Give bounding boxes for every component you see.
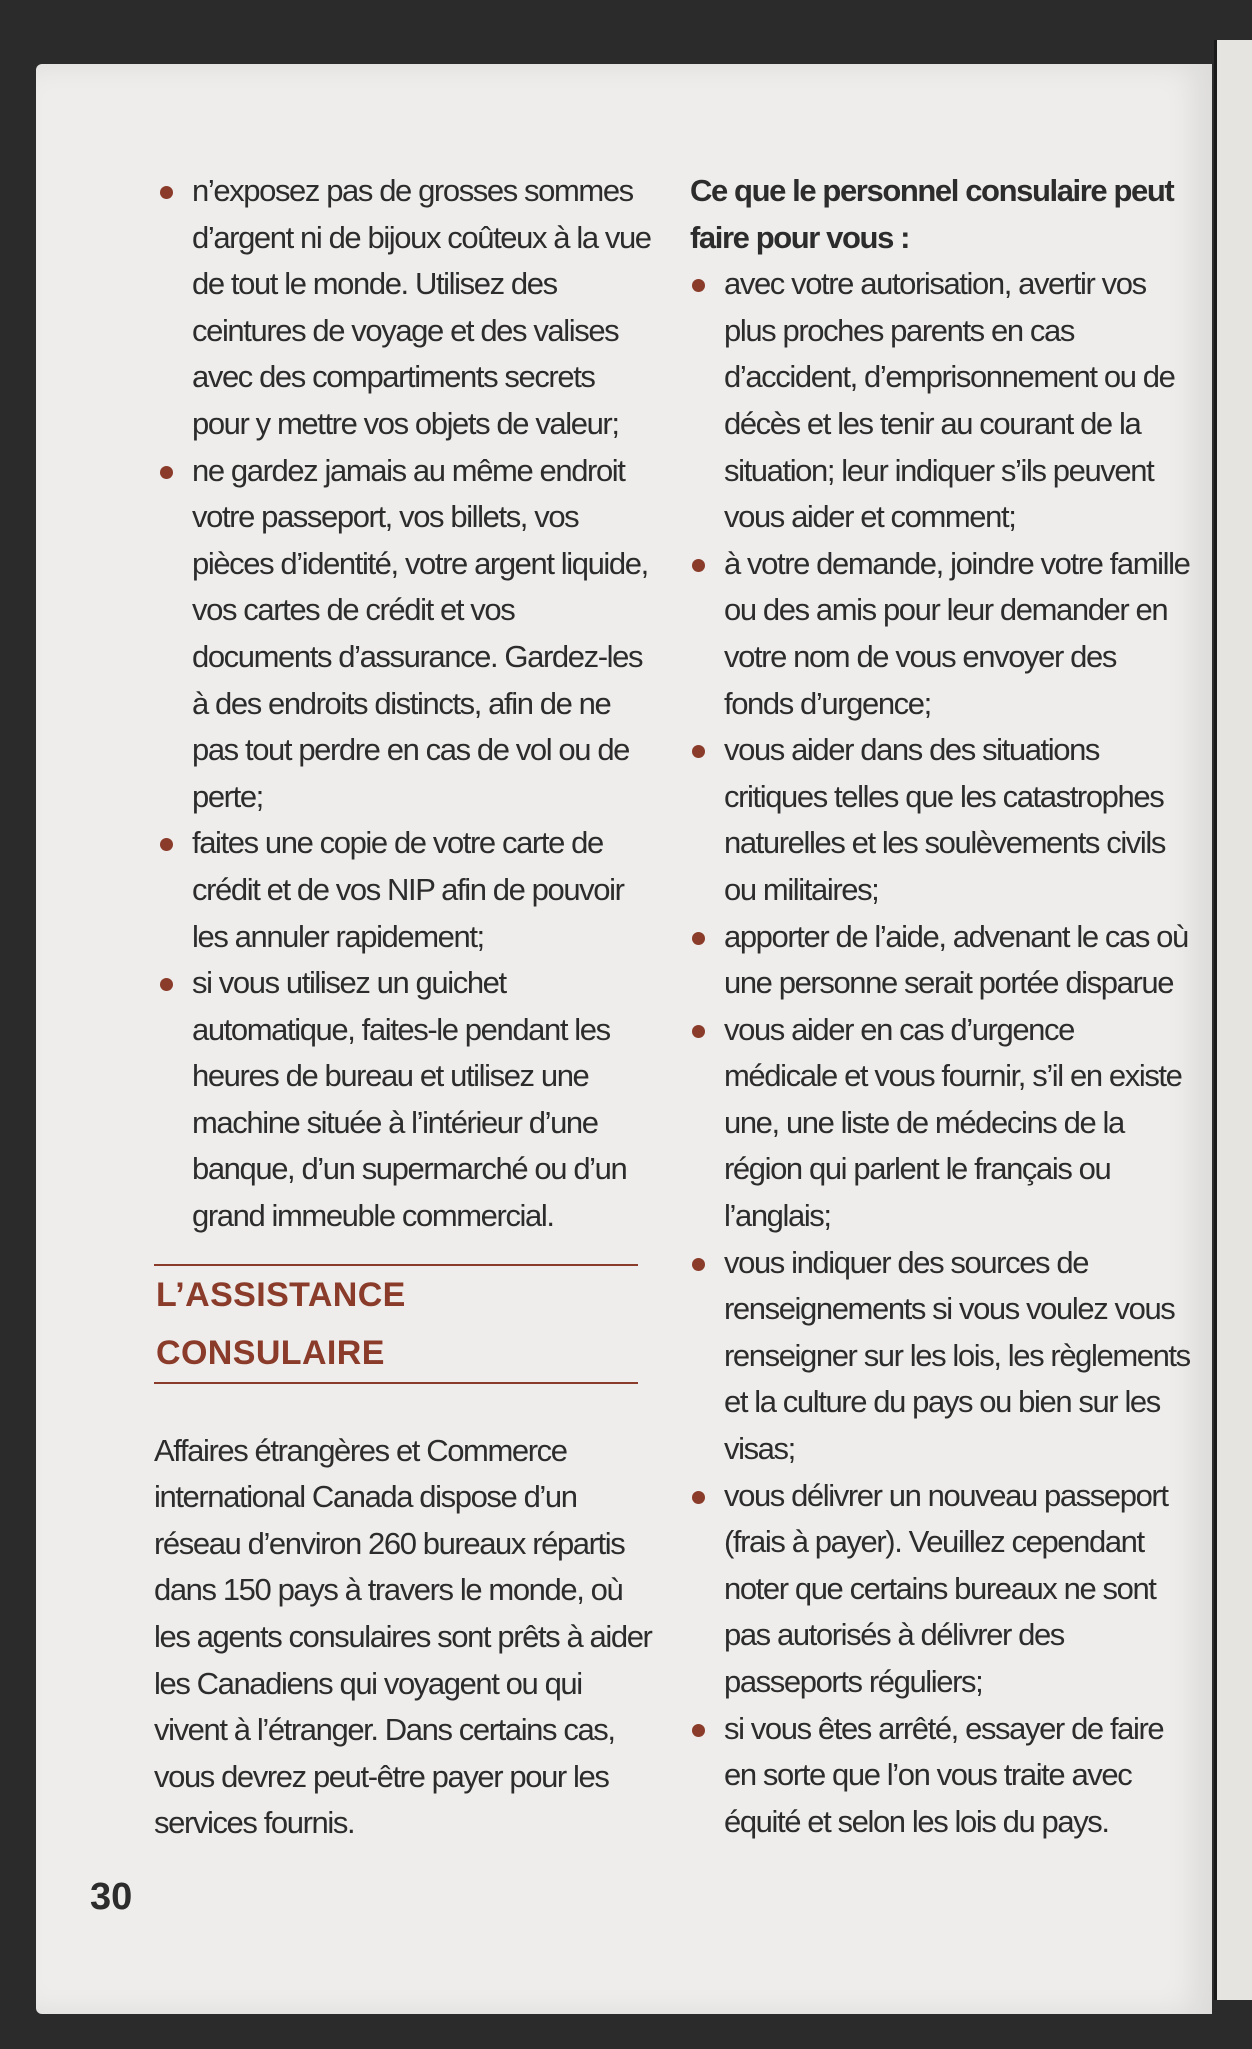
- list-item: vous indiquer des sources de renseignements si vous voulez vous renseigner sur les lois, les règlements et la culture du pays ou bien sur les visas;: [690, 1240, 1190, 1473]
- list-item: ne gardez jamais au même endroit votre passeport, vos billets, vos pièces d’identité, votre argent liquide, vos cartes de crédit et vos documents d’assurance. Gardez-les à des endroits distincts, afin de ne pas tout perdre en cas de vol ou de perte;: [158, 448, 658, 821]
- list-item: vous délivrer un nouveau passeport (frais à payer). Veuillez cependant noter que certains bureaux ne sont pas autorisés à délivrer des passeports réguliers;: [690, 1473, 1190, 1706]
- section-heading: L’ASSISTANCE CONSULAIRE: [154, 1264, 638, 1384]
- list-item: si vous utilisez un guichet automatique, faites-le pendant les heures de bureau et utilisez une machine située à l’intérieur d’une banque, d’un supermarché ou d’un grand immeuble commercial.: [158, 960, 658, 1240]
- list-item: n’exposez pas de grosses sommes d’argent ni de bijoux coûteux à la vue de tout le monde. Utilisez des ceintures de voyage et des valises avec des compartiments secrets pour y mettre vos objets de valeur;: [158, 168, 658, 448]
- intro-paragraph: Affaires étrangères et Commerce international Canada dispose d’un réseau d’environ 260 bureaux répartis dans 150 pays à travers le monde, où les agents consulaires sont prêts à aider les Canadiens qui voyagent ou qui vivent à l’étranger. Dans certains cas, vous devrez peut-être payer pour les services fournis.: [154, 1432, 652, 1841]
- list-item: à votre demande, joindre votre famille ou des amis pour leur demander en votre nom de vous envoyer des fonds d’urgence;: [690, 541, 1190, 727]
- services-list: [690, 261, 1190, 1845]
- list-item: vous aider dans des situations critiques telles que les catastrophes naturelles et les soulèvements civils ou militaires;: [690, 727, 1190, 913]
- list-item: faites une copie de votre carte de crédit et de vos NIP afin de pouvoir les annuler rapidement;: [158, 820, 658, 960]
- list-item: apporter de l’aide, advenant le cas où une personne serait portée disparue: [690, 914, 1190, 1007]
- safety-tips-list: [158, 168, 658, 1240]
- left-column: [154, 168, 658, 1847]
- facing-page-edge: [1214, 40, 1252, 2000]
- list-item: si vous êtes arrêté, essayer de faire en sorte que l’on vous traite avec équité et selon les lois du pays.: [690, 1706, 1190, 1846]
- list-item: vous aider en cas d’urgence médicale et vous fournir, s’il en existe une, une liste de médecins de la région qui parlent le français ou l’anglais;: [690, 1007, 1190, 1240]
- services-heading: Ce que le personnel consulaire peut faire pour vous :: [690, 173, 1174, 255]
- page-number: 30: [90, 1876, 133, 1918]
- right-column: [690, 168, 1190, 1845]
- list-item: avec votre autorisation, avertir vos plus proches parents en cas d’accident, d’emprisonnement ou de décès et les tenir au courant de la situation; leur indiquer s’ils peuvent vous aider et comment;: [690, 261, 1190, 541]
